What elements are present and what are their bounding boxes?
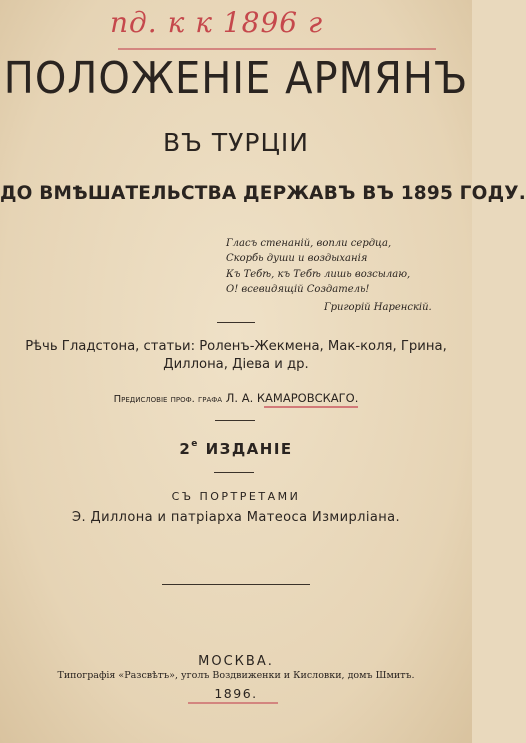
epigraph-line: Къ Тебѣ, къ Тебѣ лишь возсылаю, [226, 268, 411, 280]
red-pencil-underline [264, 406, 359, 408]
preface-label: Предисловіе проф. графа [113, 394, 223, 405]
edition-statement [0, 440, 472, 458]
divider [217, 322, 255, 323]
portraits-heading: СЪ ПОРТРЕТАМИ [171, 490, 301, 503]
epigraph-line: Скорбь души и воздыханія [226, 253, 368, 265]
epigraph-line: Гласъ стенаній, вопли сердца, [226, 238, 392, 249]
portraits-description: Э. Диллона и патріарха Матеоса Измирліана. [72, 510, 400, 525]
imprint-printer: Типографія «Разсвѣтъ», уголъ Воздвиженки и Кисловки, домъ Шмитъ. [57, 670, 415, 681]
epigraph [226, 236, 466, 315]
preface-credit [0, 391, 472, 405]
edition-label: ИЗДАНІЕ [205, 440, 293, 458]
preface-author [226, 391, 359, 405]
book-subtitle-period: ДО ВМѢШАТЕЛЬСТВА ДЕРЖАВЪ ВЪ 1895 ГОДУ. [0, 183, 526, 204]
stamp-underline [118, 48, 436, 50]
red-pencil-underline [188, 702, 278, 704]
edition-suffix: е [191, 439, 199, 449]
divider [215, 420, 255, 421]
divider [214, 472, 254, 473]
contents-description: Рѣчь Гладстона, статьи: Роленъ-Жекмена, Мак-коля, Грина, Диллона, Діева и др. [25, 339, 447, 372]
book-title: ПОЛОЖЕНІЕ АРМЯНЪ [3, 54, 469, 104]
edition-number: 2 [179, 440, 192, 458]
imprint-city: МОСКВА. [198, 654, 274, 669]
epigraph-author: Григорій Наренскій. [324, 301, 432, 313]
epigraph-line: О! всевидящій Создатель! [226, 284, 370, 296]
handwritten-library-stamp: пд. к к 1896 г [110, 6, 324, 39]
divider [162, 584, 310, 585]
imprint-year: 1896. [214, 686, 258, 701]
preface-author-name: Л. А. КАМАРОВСКАГО. [225, 391, 359, 405]
book-subtitle: ВЪ ТУРЦІИ [163, 128, 309, 157]
